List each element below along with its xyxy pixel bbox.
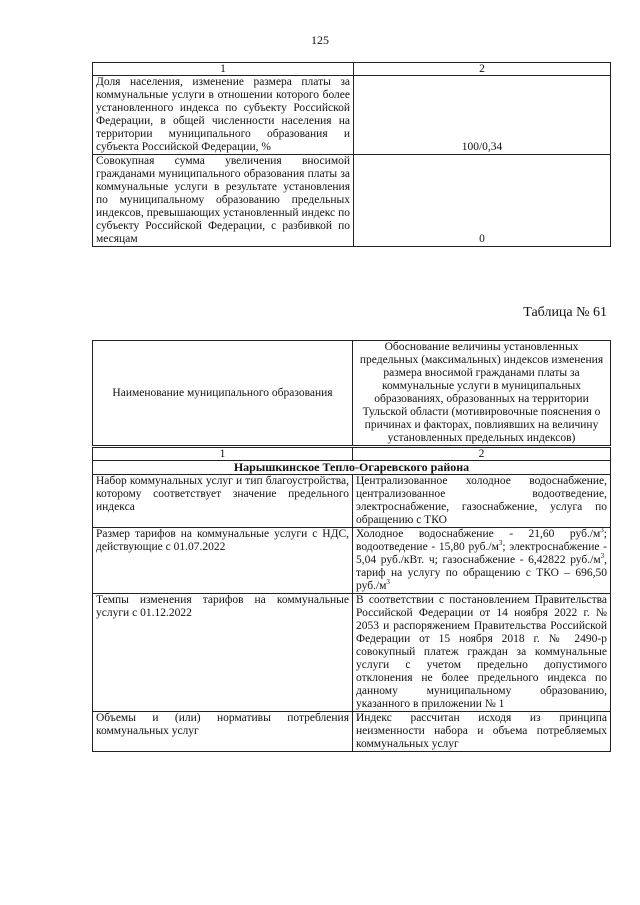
- column-number-1: 1: [93, 63, 354, 76]
- indicators-table: [92, 62, 611, 247]
- region-row: [93, 461, 611, 475]
- table-row: [93, 76, 611, 155]
- region-name: Нарышкинское Тепло-Огаревского района: [93, 461, 611, 475]
- column-header-justification: Обоснование величины установленных предельных (максимальных) индексов изменения размера вносимой гражданами платы за коммунальные услуги в муниципальных образованиях, образованных на территории Тульской области (мотивировочные пояснения о причинах и факторах, повлиявших на величину установленных предельных индексов): [353, 341, 611, 447]
- page-number: 125: [311, 33, 329, 47]
- table-row: [93, 594, 611, 712]
- row-label: Темпы изменения тарифов на коммунальные услуги с 01.12.2022: [93, 594, 353, 712]
- tariffs-value: Холодное водоснабжение - 21,60 $руб./м^3$; водоотведение - 15,80 $руб./м^3$; электроснабжение - 5,04 руб./кВт. ч; газоснабжение - 6,42822 $руб./м^3$, тариф на услугу по обращению с ТКО – 696,50 $руб./м^3$: [353, 528, 611, 594]
- column-number-2: 2: [353, 447, 611, 461]
- row-label: Набор коммунальных услуг и тип благоустройства, которому соответствует значение предельного индекса: [93, 475, 353, 528]
- table-header-row: [93, 341, 611, 447]
- row-label: Совокупная сумма увеличения вносимой гражданами муниципального образования платы за коммунальные услуги в результате установления по муниципальному образованию предельных индексов, превышающих установленный индекс по субъекту Российской Федерации, с разбивкой по месяцам: [93, 155, 354, 247]
- row-label: Размер тарифов на коммунальные услуги с НДС, действующие с 01.07.2022: [93, 528, 353, 594]
- row-label: Объемы и (или) нормативы потребления коммунальных услуг: [93, 712, 353, 752]
- row-value: Централизованное холодное водоснабжение, централизованное водоотведение, электроснабжение, газоснабжение, услуга по обращению с ТКО: [353, 475, 611, 528]
- column-numbers-row: [93, 447, 611, 461]
- justification-table: [92, 340, 611, 752]
- table-row: [93, 155, 611, 247]
- column-number-1: 1: [93, 447, 353, 461]
- column-header-municipality: Наименование муниципального образования: [93, 341, 353, 447]
- table-header-row: [93, 63, 611, 76]
- table-title: Таблица № 61: [523, 305, 607, 320]
- row-value: 0: [354, 155, 611, 247]
- row-value: В соответствии с постановлением Правительства Российской Федерации от 14 ноября 2022 г. № 2053 и распоряжением Правительства Российской Федерации от 15 ноября 2018 г. № 2490-р совокупный платеж граждан за коммунальные услуги с учетом предельно допустимого отклонения не более предельного индекса по данному муниципальному образованию, указанного в приложении № 1: [353, 594, 611, 712]
- table-row: [93, 475, 611, 528]
- row-value: Индекс рассчитан исходя из принципа неизменности набора и объема потребляемых коммунальных услуг: [353, 712, 611, 752]
- row-label: Доля населения, изменение размера платы за коммунальные услуги в отношении которого более установленного индекса по субъекту Российской Федерации, в общей численности населения на территории муниципального образования и субъекта Российской Федерации, %: [93, 76, 354, 155]
- row-value: 100/0,34: [354, 76, 611, 155]
- table-row: [93, 712, 611, 752]
- table-row: [93, 528, 611, 594]
- column-number-2: 2: [354, 63, 611, 76]
